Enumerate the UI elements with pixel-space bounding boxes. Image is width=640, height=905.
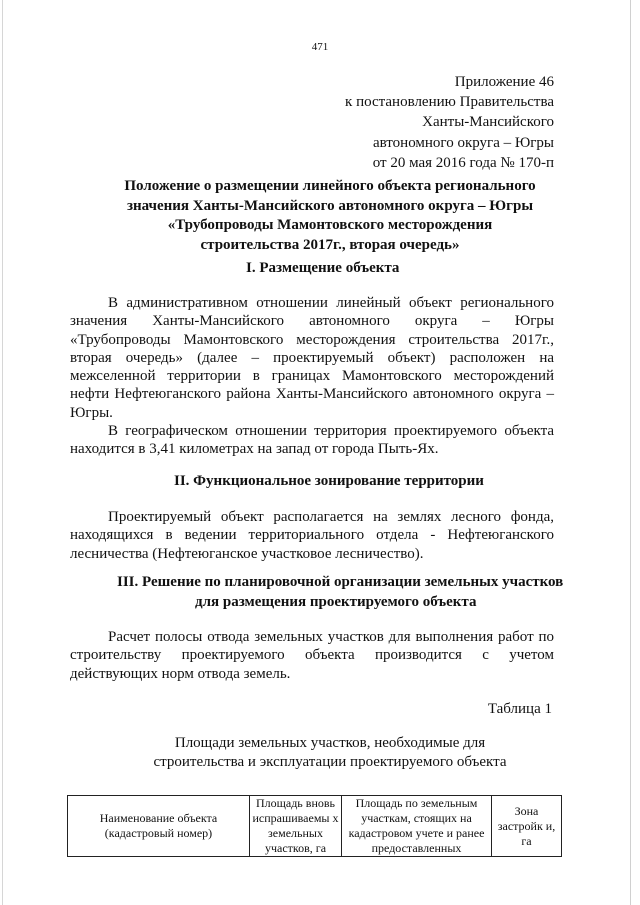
header-cell-object-name: Наименование объекта (кадастровый номер) xyxy=(68,796,250,857)
title-line: Положение о размещении линейного объекта регионального xyxy=(124,178,536,194)
page-number: 471 xyxy=(311,41,329,53)
table-header-row xyxy=(68,796,562,857)
appendix-line: автономного округа – Югры xyxy=(372,134,554,151)
appendix-block xyxy=(345,72,554,173)
section-2-paragraph xyxy=(70,508,554,563)
paragraph-line: В административном отношении линейный объект регионального xyxy=(108,295,554,311)
table-caption-line: Площади земельных участков, необходимые для xyxy=(174,735,486,751)
section-3-heading-line-2: для размещения проектируемого объекта xyxy=(195,594,477,610)
section-3-heading-line-1: III. Решение по планировочной организации земельных участков xyxy=(117,574,564,590)
paragraph-line: строительству проектируемого объекта производится с учетом xyxy=(70,647,554,664)
section-3-paragraph xyxy=(70,628,554,683)
document-title xyxy=(90,177,570,255)
paragraph-line: находящихся в ведении территориального отдела - Нефтеюганского xyxy=(70,527,554,544)
scan-edge-right xyxy=(630,0,631,905)
paragraph-line: «Трубопроводы Мамонтовского месторождения строительства 2017г., xyxy=(70,331,554,348)
paragraph-line: вторая очередь» (далее – проектируемый объект) расположен на xyxy=(70,349,554,366)
table-caption xyxy=(130,734,530,772)
paragraph-line: лесничества (Нефтеюганское участковое лесничество). xyxy=(70,545,424,562)
section-1-paragraph-1 xyxy=(70,294,554,422)
title-line: строительства 2017г., вторая очередь» xyxy=(200,236,460,253)
paragraph-line: нефти Нефтеюганского района Ханты-Мансийского автономного округа – xyxy=(70,386,554,403)
section-1-heading: I. Размещение объекта xyxy=(246,260,400,276)
paragraph-line: действующих норм отвода земель. xyxy=(70,665,291,682)
section-1-paragraph-2 xyxy=(70,422,554,459)
paragraph-line: В географическом отношении территория проектируемого объекта xyxy=(108,423,554,439)
header-cell-registered-area: Площадь по земельным участкам, стоящих на кадастровом учете и ранее предоставленных xyxy=(342,796,492,857)
scan-edge-left xyxy=(2,0,3,905)
appendix-line: Ханты-Мансийского xyxy=(422,114,554,131)
paragraph-line: Югры. xyxy=(70,404,113,421)
table-caption-line: строительства и эксплуатации проектируемого объекта xyxy=(153,754,507,770)
appendix-line: от 20 мая 2016 года № 170-п xyxy=(372,154,554,171)
section-2-heading: II. Функциональное зонирование территории xyxy=(174,473,484,489)
paragraph-line: Проектируемый объект располагается на землях лесного фонда, xyxy=(108,509,554,525)
appendix-line: к постановлению Правительства xyxy=(345,94,554,111)
land-area-table xyxy=(67,795,562,857)
paragraph-line: значения Ханты-Мансийского автономного округа – Югры xyxy=(70,313,554,330)
paragraph-line: Расчет полосы отвода земельных участков для выполнения работ по xyxy=(108,629,554,645)
header-cell-new-area: Площадь вновь испрашиваемы х земельных участков, га xyxy=(250,796,342,857)
table-label: Таблица 1 xyxy=(487,701,552,717)
paragraph-line: находится в 3,41 километрах на запад от города Пыть-Ях. xyxy=(70,441,439,458)
title-line: значения Ханты-Мансийского автономного округа – Югры xyxy=(126,197,534,214)
appendix-line: Приложение 46 xyxy=(454,74,554,90)
paragraph-line: межселенной территории в границах Мамонтовского месторождений xyxy=(70,368,554,385)
header-cell-building-zone: Зона застройк и, га xyxy=(492,796,562,857)
title-line: «Трубопроводы Мамонтовского месторождения xyxy=(167,217,493,233)
